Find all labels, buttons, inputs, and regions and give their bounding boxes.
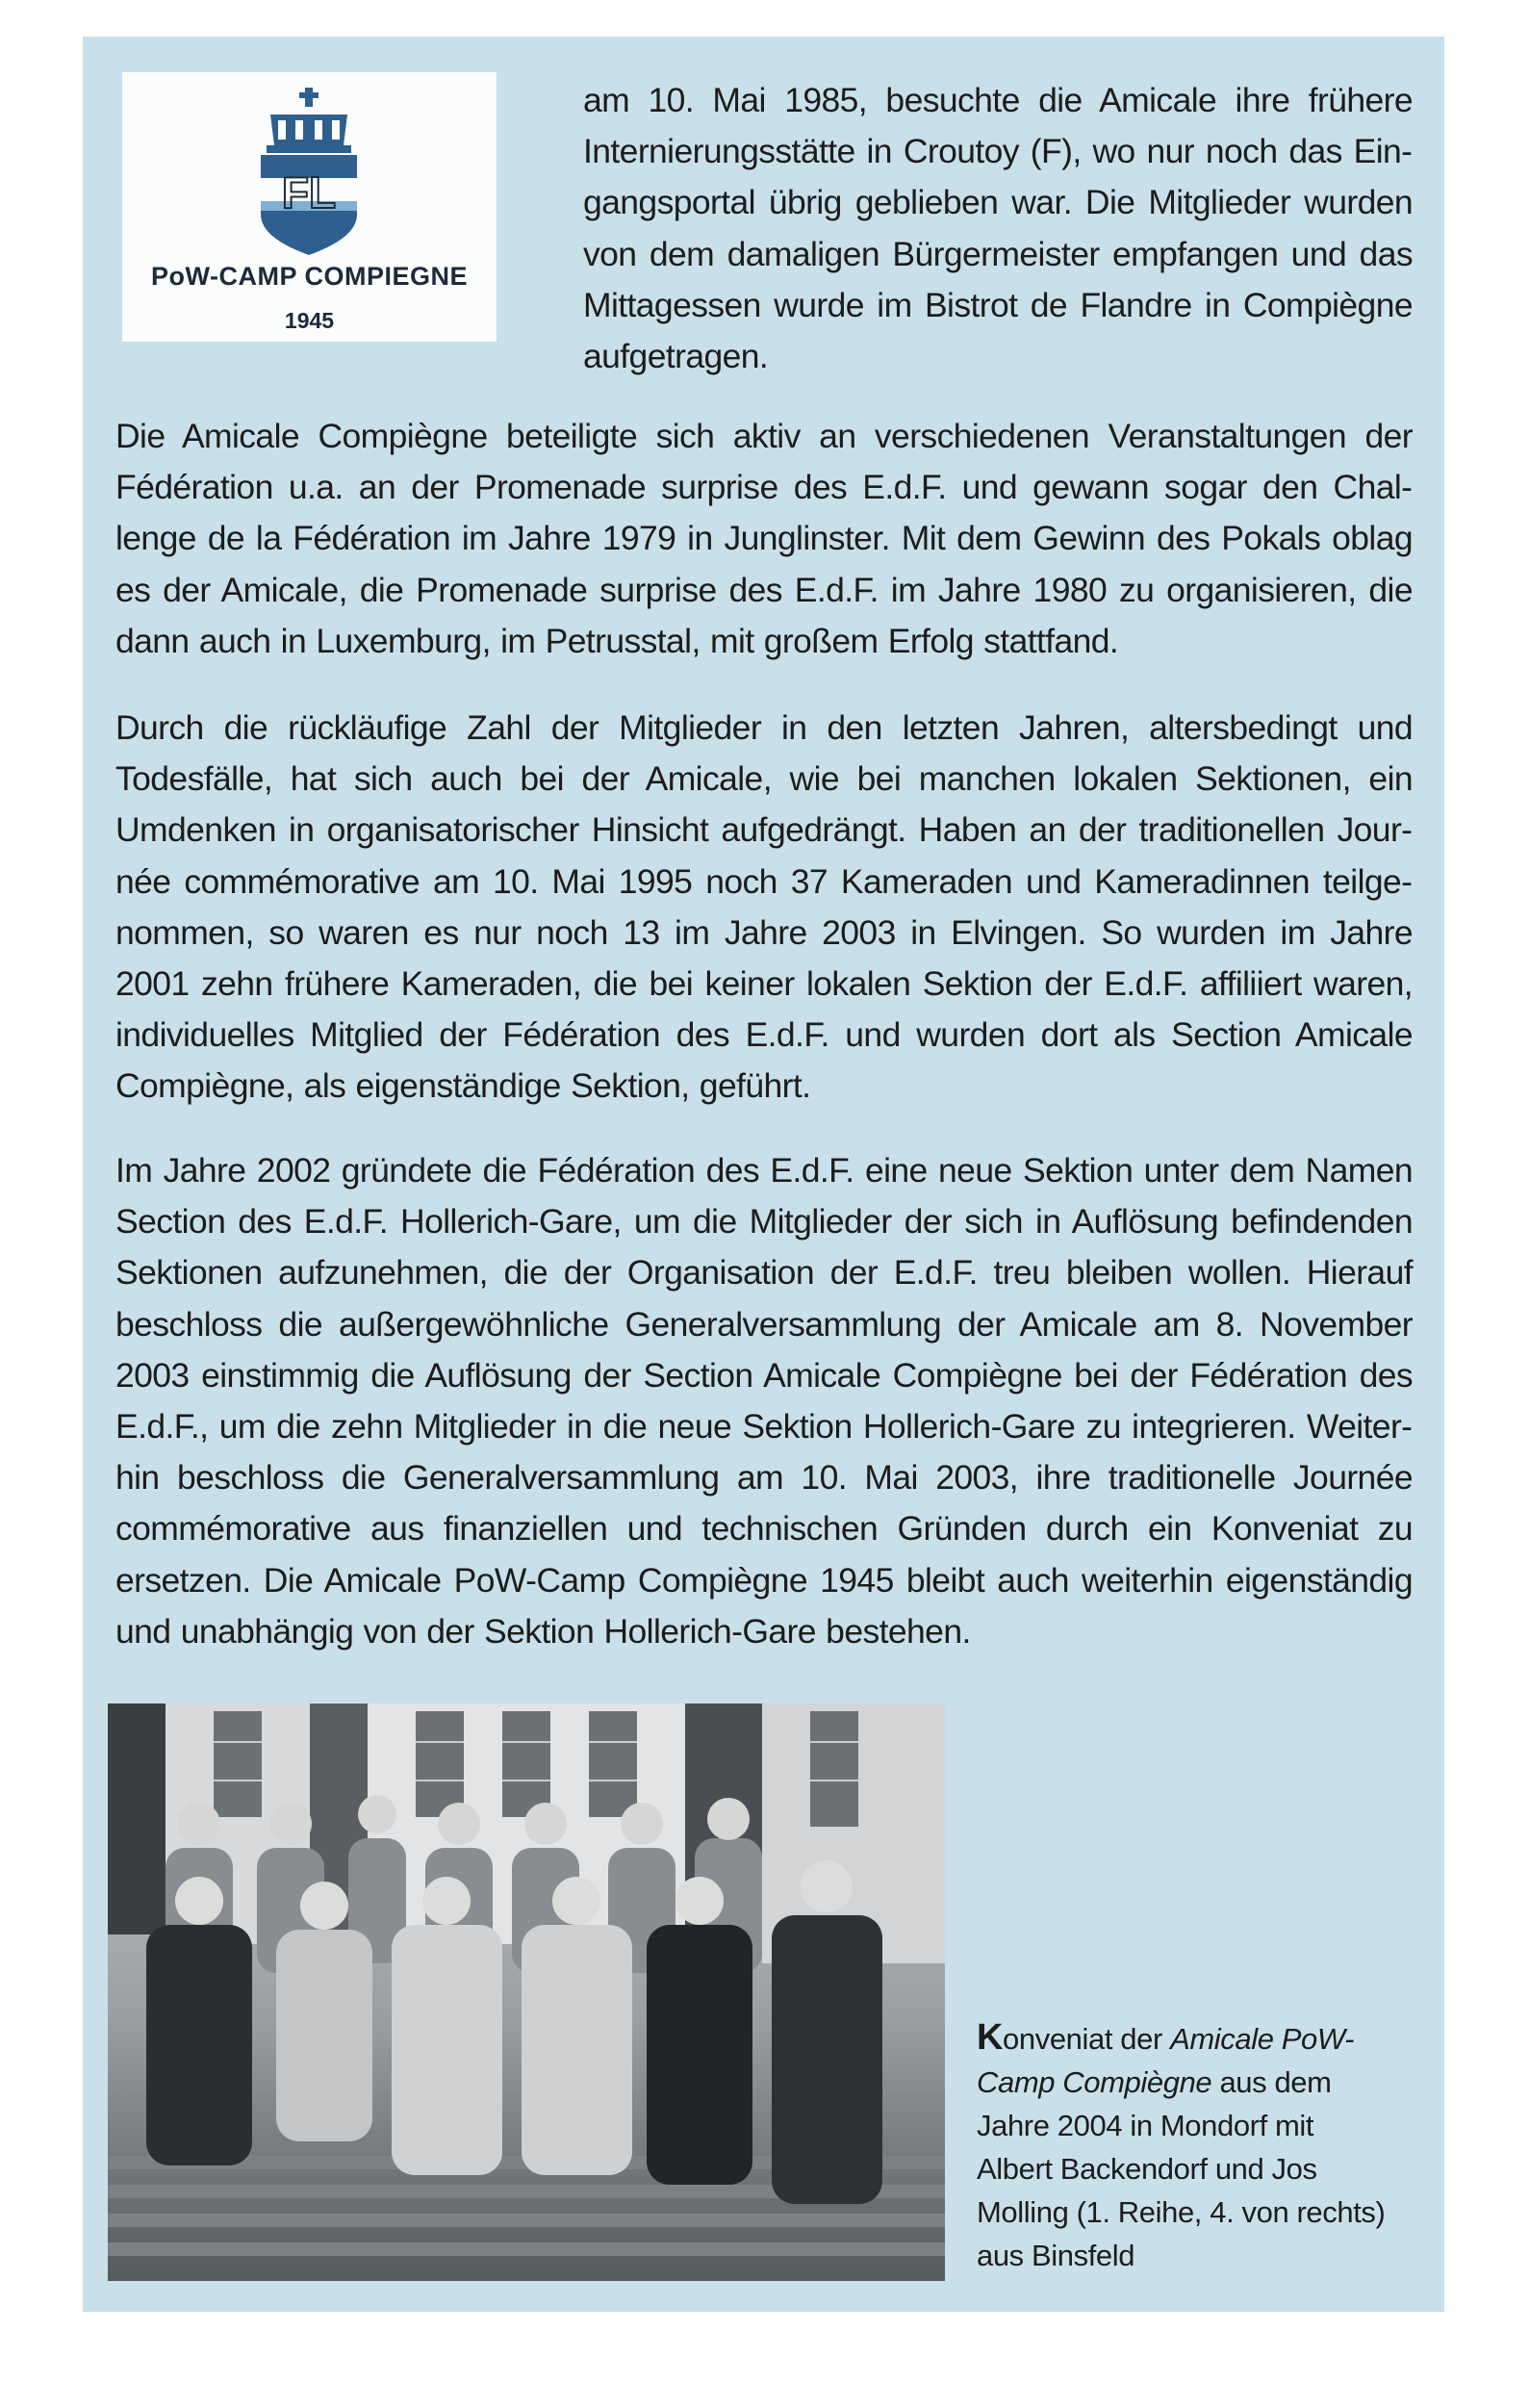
paragraph-1: am 10. Mai 1985, besuchte die Amicale ihre frühere Internierungsstätte in Croutoy (F), wo nur noch das Eingangsportal übrig geblieben war. Die Mitglieder wurden von dem damaligen Bürgermeister empfangen und das Mittagessen wurde im Bistrot de Flandre in Compiègne aufgetragen. [583,81,1413,376]
camp-logo [122,72,497,342]
group-photo [108,1704,945,2281]
crest-icon [257,88,361,257]
caption-rest: aus dem Jahre 2004 in Mondorf mit Albert Backendorf und Jos Molling (1. Reihe, 4. von rechts) aus Binsfeld [977,2065,1386,2272]
caption-initial: K [977,2017,1004,2058]
photo-caption [977,2016,1390,2277]
caption-lead: onveniat der [1003,2022,1171,2056]
logo-year: 1945 [284,308,335,333]
caption-italic: Amicale PoW-Camp Compiègne [977,2022,1355,2099]
paragraph-2: Die Amicale Compiègne beteiligte sich aktiv an verschiedenen Veranstaltungen der Fédération u.a. an der Promenade surprise des E.d.F. und gewann sogar den Challenge de la Fédération im Jahre 1979 in Junglinster. Mit dem Gewinn des Pokals oblag es der Amicale, die Promenade surprise des E.d.F. im Jahre 1980 zu organisieren, die dann auch in Luxemburg, im Petrusstal, mit großem Erfolg stattfand. [115,417,1413,660]
group-photo-image [108,1704,945,2281]
paragraph-3: Durch die rückläufige Zahl der Mitglieder in den letzten Jahren, altersbedingt und Todesfälle, hat sich auch bei der Amicale, wie bei manchen lokalen Sektionen, ein Umdenken in organisatorischer Hinsicht aufgedrängt. Haben an der traditionellen Journée commémorative am 10. Mai 1995 noch 37 Kameraden und Kameradinnen teilgenommen, so waren es nur noch 13 im Jahre 2003 in Elvingen. So wurden im Jahre 2001 zehn frühere Kameraden, die bei keiner lokalen Sektion der E.d.F. affiliiert waren, individuelles Mitglied der Fédération des E.d.F. und wurden dort als Section Amicale Compiègne, als eigenständige Sektion, geführt. [115,708,1413,1106]
paragraph-4: Im Jahre 2002 gründete die Fédération des E.d.F. eine neue Sektion unter dem Namen Section des E.d.F. Hollerich-Gare, um die Mitglieder der sich in Auflösung befindenden Sektionen aufzunehmen, die der Organisation der E.d.F. treu bleiben wollen. Hierauf beschloss die außergewöhnliche Generalversammlung der Amicale am 8. November 2003 einstimmig die Auflösung der Section Amicale Compiègne bei der Fédération des E.d.F., um die zehn Mitglieder in die neue Sektion Hollerich-Gare zu integrieren. Weiterhin beschloss die Generalversammlung am 10. Mai 2003, ihre traditionelle Journée commémorative aus finanziellen und technischen Gründen durch ein Konveniat zu ersetzen. Die Amicale PoW-Camp Compiègne 1945 bleibt auch weiterhin eigenständig und unabhängig von der Sektion Hollerich-Gare bestehen. [115,1151,1413,1651]
logo-title: PoW-CAMP COMPIEGNE [151,262,468,291]
logo-monogram: FL [281,167,337,218]
